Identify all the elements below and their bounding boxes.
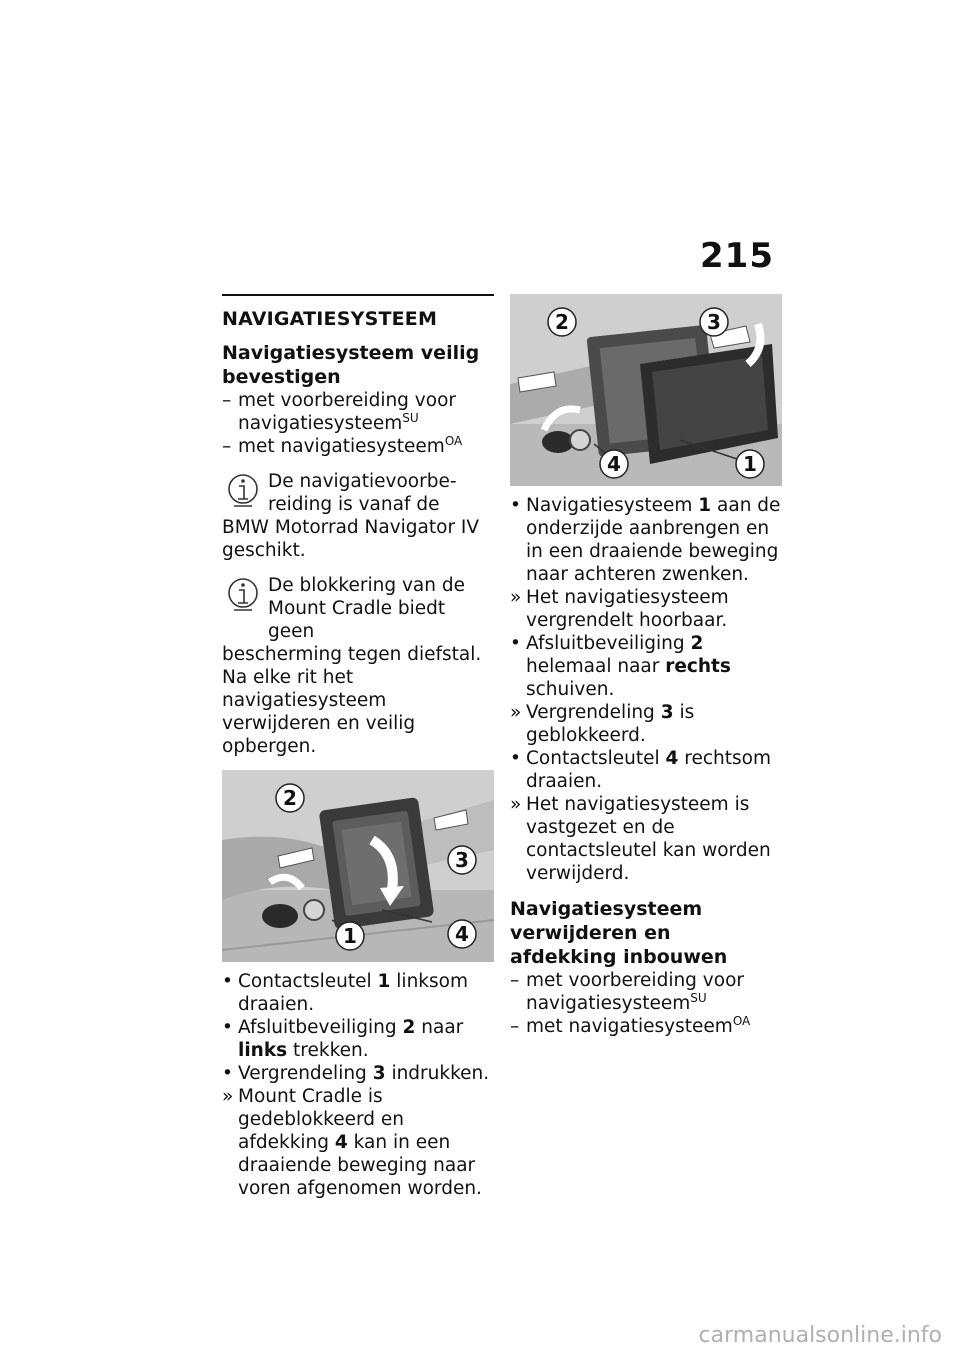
right-column bbox=[510, 294, 782, 1038]
info-icon bbox=[224, 576, 262, 616]
callout-label: 3 bbox=[707, 310, 721, 334]
heading-remove-navigation: Navigatiesysteem verwijderen en afdekking inbouwen bbox=[510, 898, 728, 968]
list-item: • Navigatiesysteem 1 aan de onderzijde aanbrengen en in een draaiende beweging naar achteren zwenken. bbox=[510, 495, 781, 585]
heading-secure-navigation: Navigatiesysteem veilig bevestigen bbox=[222, 342, 480, 388]
list-item: » Het navigatiesysteem is vastgezet en de contactsleutel kan worden verwijderd. bbox=[510, 794, 771, 884]
callout-label: 1 bbox=[743, 452, 757, 476]
callout-label: 4 bbox=[607, 452, 621, 476]
callout-label: 2 bbox=[555, 310, 569, 334]
list-item: – met navigatiesysteem$^{OA}$ bbox=[510, 1013, 751, 1037]
page-number: 215 bbox=[700, 236, 774, 276]
list-item: » Vergrendeling 3 is geblokkeerd. bbox=[510, 702, 695, 746]
callout-label: 1 bbox=[343, 924, 357, 948]
navigation-mount-illustration bbox=[510, 294, 782, 486]
list-item: • Afsluitbeveiliging 2 naar links trekken. bbox=[222, 1017, 464, 1061]
list-item: • Afsluitbeveiliging 2 helemaal naar rechts schuiven. bbox=[510, 633, 731, 700]
list-item: » Het navigatiesysteem vergrendelt hoorbaar. bbox=[510, 587, 729, 631]
callout-label: 2 bbox=[283, 786, 297, 810]
list-item: • Contactsleutel 1 linksom draaien. bbox=[222, 971, 468, 1015]
list-item: • Contactsleutel 4 rechtsom draaien. bbox=[510, 748, 771, 792]
info-note: De navigatievoorbe- reiding is vanaf de BMW Motorrad Navigator IV geschikt. bbox=[222, 471, 480, 561]
section-title: NAVIGATIESYSTEEM bbox=[222, 308, 438, 330]
list-item: – met navigatiesysteem$^{OA}$ bbox=[222, 433, 463, 457]
list-item: – met voorbereiding voor navigatiesysteem$^{SU}$ bbox=[510, 970, 744, 1014]
list-item: – met voorbereiding voor navigatiesysteem$^{SU}$ bbox=[222, 390, 456, 434]
callout-label: 4 bbox=[455, 922, 469, 946]
section-rule bbox=[222, 294, 494, 296]
info-note: De blokkering van de Mount Cradle biedt geen bescherming tegen diefstal. Na elke rit het navigatiesysteem verwijderen en veilig opbergen. bbox=[222, 575, 482, 757]
left-column bbox=[222, 294, 494, 1200]
watermark: carmanualsonline.info bbox=[698, 1323, 942, 1348]
mount-cradle-illustration bbox=[222, 770, 494, 962]
info-icon bbox=[224, 472, 262, 512]
list-item: • Vergrendeling 3 indrukken. bbox=[222, 1063, 490, 1084]
callout-label: 3 bbox=[455, 848, 469, 872]
list-item: » Mount Cradle is gedeblokkeerd en afdekking 4 kan in een draaiende beweging naar voren afgenomen worden. bbox=[222, 1086, 482, 1199]
